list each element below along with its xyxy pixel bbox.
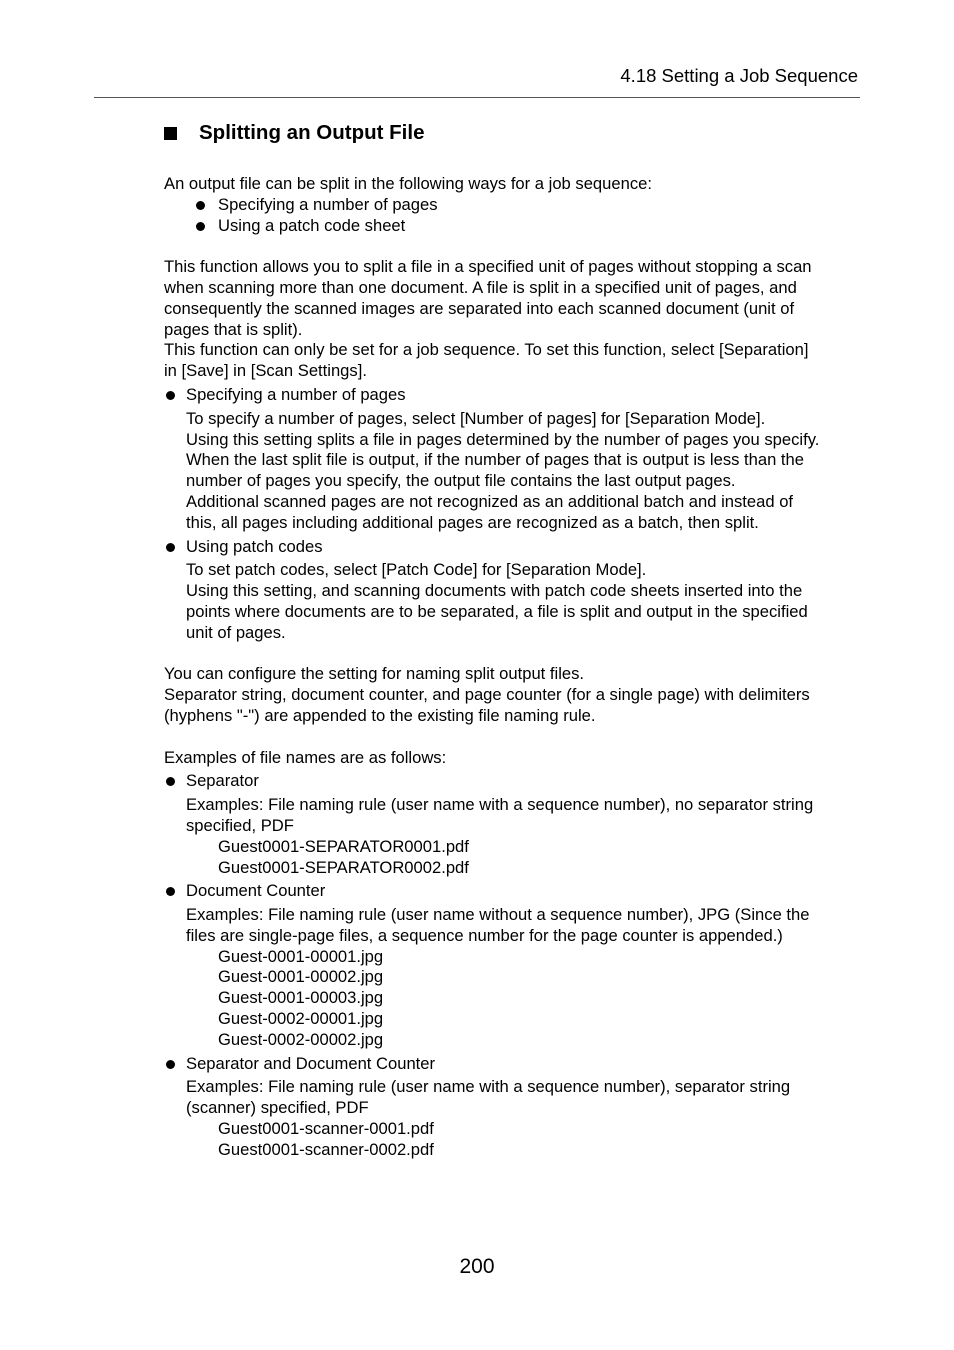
example-file-name: Guest-0002-00001.jpg — [218, 1009, 384, 1029]
intro-list-item: Specifying a number of pages — [164, 195, 864, 216]
bullet-icon — [196, 201, 205, 210]
mode-item-patch-codes: Using patch codes — [164, 537, 864, 558]
naming-description: You can configure the setting for naming split output files. Separator string, document counter, and page counter (for a single page) with delimiters (hyphens "-") are appended to the existing file naming rule. — [164, 664, 810, 725]
bullet-icon — [166, 543, 175, 552]
intro-text: An output file can be split in the following ways for a job sequence: — [164, 174, 652, 193]
example-file-name: Guest-0001-00002.jpg — [218, 967, 384, 987]
bullet-icon — [166, 391, 175, 400]
square-bullet-icon — [164, 127, 177, 140]
example-file-list — [164, 1119, 864, 1161]
section-title: Splitting an Output File — [199, 121, 425, 144]
intro-list-item: Using a patch code sheet — [164, 216, 864, 237]
example-file-name: Guest0001-scanner-0002.pdf — [218, 1139, 434, 1159]
example-file-name: Guest-0002-00002.jpg — [218, 1029, 384, 1049]
example-file-name: Guest0001-SEPARATOR0001.pdf — [218, 836, 469, 856]
header-divider — [94, 97, 860, 98]
page-number: 200 — [459, 1255, 495, 1278]
bullet-icon — [166, 777, 175, 786]
example-file-list — [164, 837, 864, 879]
example-description: Examples: File naming rule (user name with a sequence number), no separator string specified, PDF — [186, 795, 814, 835]
example-file-name: Guest-0001-00003.jpg — [218, 988, 384, 1008]
section-heading — [164, 119, 424, 147]
example-item-separator-and-document-counter: Separator and Document Counter — [164, 1054, 864, 1075]
mode-description: To set patch codes, select [Patch Code] for [Separation Mode]. Using this setting, and scanning documents with patch code sheets inserted into the points where documents are to be separated, a file is split and output in the specified unit of pages. — [186, 560, 808, 642]
function-description: This function allows you to split a file in a specified unit of pages without stopping a scan when scanning more than one document. A file is split in a specified unit of pages, and consequently the scanned images are separated into each scanned document (unit of pages that is split). This function can only be set for a job sequence. To set this function, select [Separation] in [Save] in [Scan Settings]. — [164, 257, 812, 381]
example-file-name: Guest0001-scanner-0001.pdf — [218, 1119, 434, 1139]
examples-intro: Examples of file names are as follows: — [164, 747, 447, 767]
mode-description: To specify a number of pages, select [Number of pages] for [Separation Mode]. Using this setting splits a file in pages determined by the number of pages you specify. When the last split file is output, if the number of pages that is output is less than the number of pages you specify, the output file contains the last output pages. Additional scanned pages are not recognized as an additional batch and instead of this, all pages including additional pages are recognized as a batch, then split. — [186, 408, 820, 532]
example-item-document-counter: Document Counter — [164, 881, 864, 902]
example-item-separator: Separator — [164, 771, 864, 792]
mode-item-number-of-pages: Specifying a number of pages — [164, 385, 864, 406]
body-content — [164, 174, 864, 1161]
bullet-icon — [166, 1060, 175, 1069]
example-file-name: Guest-0001-00001.jpg — [218, 946, 384, 966]
bullet-icon — [166, 887, 175, 896]
example-file-name: Guest0001-SEPARATOR0002.pdf — [218, 857, 469, 877]
header-title: 4.18 Setting a Job Sequence — [620, 65, 858, 86]
example-file-list — [164, 947, 864, 1051]
example-description: Examples: File naming rule (user name with a sequence number), separator string (scanner) specified, PDF — [186, 1077, 791, 1118]
bullet-icon — [196, 222, 205, 231]
example-description: Examples: File naming rule (user name without a sequence number), JPG (Since the files are single-page files, a sequence number for the page counter is appended.) — [186, 905, 810, 945]
